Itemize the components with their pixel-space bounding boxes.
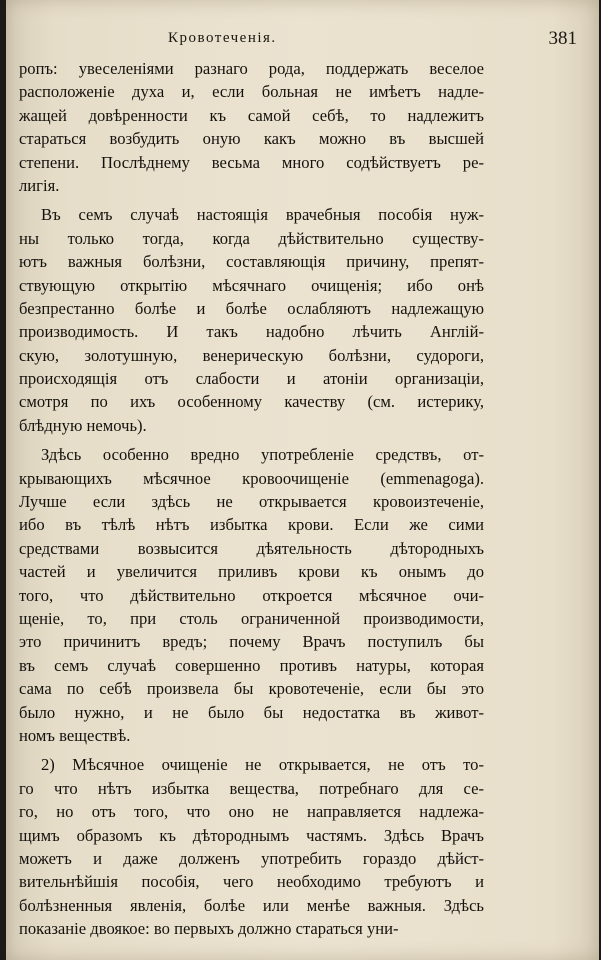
text-line: болѣзненныя явленія, болѣе или менѣе важныя. Здѣсь (19, 895, 484, 915)
text-line: средствами возвысится дѣятельность дѣтородныхъ (19, 538, 484, 558)
text-line: щеніе, то, при столь ограниченной производимости, (19, 608, 484, 628)
text-line: можетъ и даже долженъ употребить гораздо дѣйст- (19, 848, 484, 868)
text-line: лигія. (19, 175, 60, 195)
text-line: показаніе двоякое: во первыхъ должно стараться уни- (19, 919, 399, 939)
text-line: скую, золотушную, венерическую болѣзни, судороги, (19, 345, 484, 365)
paragraph (19, 57, 484, 197)
text-line: щимъ образомъ къ дѣтороднымъ частямъ. Здѣсь Врачъ (19, 825, 484, 845)
text-line: Лучше если здѣсь не открывается кровоизтеченіе, (19, 492, 484, 512)
text-line: вительнѣйшія пособія, чего необходимо требуютъ и (19, 872, 484, 892)
text-line: производимость. И такъ надобно лѣчить Англій- (19, 322, 484, 342)
paragraph (19, 443, 484, 747)
text-line: расположеніе духа и, если больная не имѣетъ надле- (19, 82, 484, 102)
text-line: смотря по ихъ особенному качеству (см. истерику, (19, 392, 484, 412)
paragraph (19, 203, 484, 437)
text-line: было нужно, и не было бы недостатка въ живот- (19, 702, 484, 722)
text-line: стараться возбудить оную какъ можно въ высшей (19, 129, 484, 149)
text-line: жащей довѣренности къ самой себѣ, то надлежитъ (19, 105, 484, 125)
text-line: ропъ: увеселеніями разнаго рода, поддержать веселое (19, 59, 484, 78)
running-head: Кровотеченія. (168, 30, 277, 46)
body-text (19, 57, 484, 940)
text-line: блѣдную немочь). (19, 415, 147, 435)
book-page (6, 0, 599, 960)
text-line: того, что дѣйствительно откроется мѣсячное очи- (19, 585, 484, 605)
text-line: ны только тогда, когда дѣйствительно существу- (19, 228, 484, 248)
text-line: 2) Мѣсячное очищеніе не открывается, не отъ то- (41, 755, 484, 775)
paragraph (19, 753, 484, 940)
text-line: крывающихъ мѣсячное кровоочищеніе (emmenagoga). (19, 468, 484, 488)
text-line: ствующую открытію мѣсячнаго очищенія; ибо онѣ (19, 275, 484, 295)
text-line: Въ семъ случаѣ настоящія врачебныя пособія нуж- (41, 205, 484, 225)
text-line: степени. Послѣднему весьма много содѣйствуетъ ре- (19, 152, 484, 172)
page-number: 381 (548, 28, 577, 49)
text-line: это причинитъ вредъ; почему Врачъ поступилъ бы (19, 632, 484, 652)
text-line: го что нѣтъ избытка вещества, потребнаго для се- (19, 778, 484, 798)
text-line: ибо въ тѣлѣ нѣтъ избытка крови. Если же сими (19, 515, 484, 535)
text-line: въ семъ случаѣ совершенно противъ натуры, которая (19, 655, 484, 675)
text-line: го, но отъ того, что оно не направляется надлежа- (19, 802, 484, 822)
text-line: безпрестанно болѣе и болѣе ослабляютъ надлежащую (19, 298, 484, 318)
text-line: сама по себѣ произвела бы кровотеченіе, если бы это (19, 679, 484, 699)
text-line: происходящія отъ слабости и атоніи организаціи, (19, 369, 484, 389)
text-line: номъ веществѣ. (19, 725, 131, 745)
text-line: частей и увеличится приливъ крови къ онымъ до (19, 562, 484, 582)
text-line: Здѣсь особенно вредно употребленіе средствъ, от- (41, 445, 484, 465)
text-line: ютъ важныя болѣзни, составляющія причину, препят- (19, 252, 484, 272)
